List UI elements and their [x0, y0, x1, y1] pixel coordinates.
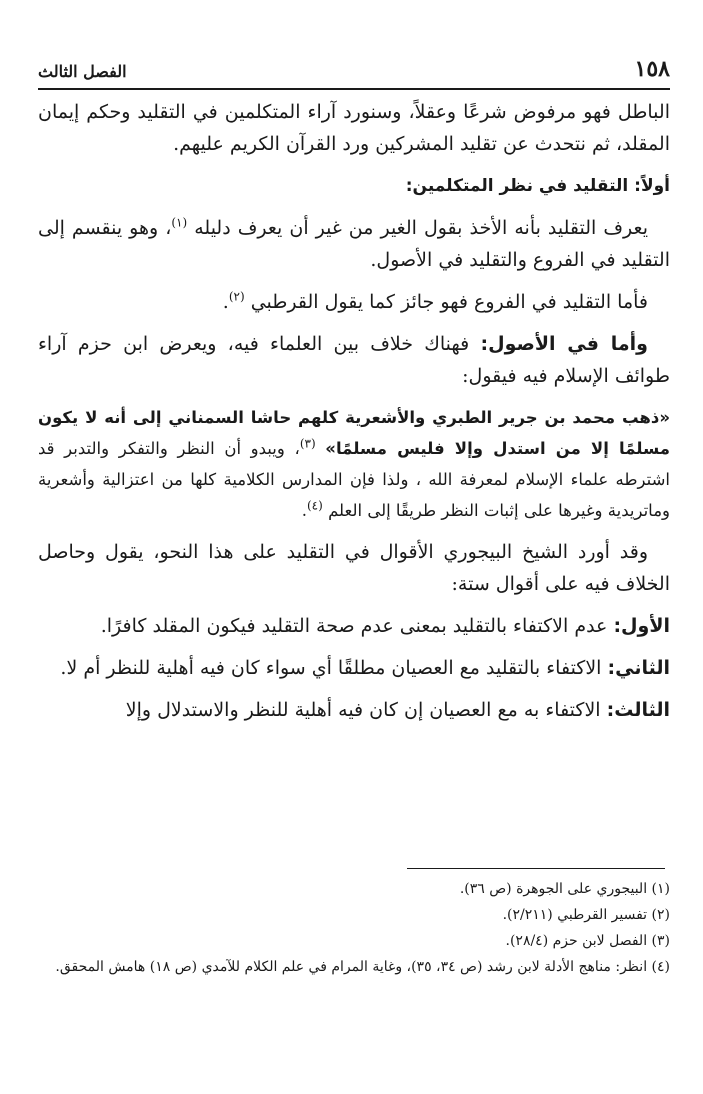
paragraph-text: .	[222, 291, 229, 313]
footnote-ref-4[interactable]: (٤)	[306, 498, 323, 513]
section-heading: أولاً: التقليد في نظر المتكلمين:	[405, 176, 670, 196]
opinion-label: الأول:	[613, 615, 670, 637]
paragraph-text: يعرف التقليد بأنه الأخذ بقول الغير من غير أن يعرف دليله	[194, 217, 648, 239]
paragraph-branches	[38, 286, 670, 318]
page-header	[38, 52, 670, 90]
paragraph-text: .	[301, 501, 307, 520]
footnotes	[38, 876, 670, 980]
paragraph-text: ، وهو ينقسم إلى التقليد في الفروع والتقليد في الأصول.	[38, 217, 670, 271]
paragraph-principles	[38, 328, 670, 392]
quote-text: «ذهب محمد بن جرير الطبري والأشعرية كلهم حاشا السمناني إلى أنه لا يكون مسلمًا إلا من استدل وإلا فليس مسلمًا»	[38, 408, 671, 458]
opinion-text: عدم الاكتفاء بالتقليد بمعنى عدم صحة التقليد فيكون المقلد كافرًا.	[100, 615, 614, 637]
footnote-ref-2[interactable]: (٢)	[228, 289, 245, 304]
paragraph-intro: الباطل فهو مرفوض شرعًا وعقلاً، وسنورد آراء المتكلمين في التقليد وحكم إيمان المقلد، ثم نتحدث عن تقليد المشركين ورد القرآن الكريم عليهم.	[38, 101, 670, 155]
footnote-divider	[407, 868, 665, 869]
paragraph-text: فأما التقليد في الفروع فهو جائز كما يقول القرطبي	[250, 291, 648, 313]
footnote-ref-3[interactable]: (٣)	[299, 436, 316, 451]
page-number: ١٥٨	[634, 56, 670, 82]
opinion-label: الثاني:	[607, 657, 670, 679]
footnote-2: (٢) تفسير القرطبي (٢/٢١١).	[502, 907, 670, 923]
opinion-text: الاكتفاء به مع العصيان إن كان فيه أهلية للنظر والاستدلال وإلا	[125, 699, 607, 721]
paragraph-text: ، ويبدو أن النظر والتفكر والتدبر قد اشترطه علماء الإسلام لمعرفة الله ، ولذا فإن المدارس الكلامية كلها من اعتزالية وأشعرية وماتريدية وغيرها على إثبات النظر طريقًا إلى العلم	[38, 439, 670, 520]
paragraph-bayjuri: وقد أورد الشيخ البيجوري الأقوال في التقليد على هذا النحو، يقول وحاصل الخلاف فيه على أقوال ستة:	[38, 541, 670, 595]
opinion-label: الثالث:	[606, 699, 670, 721]
chapter-title: الفصل الثالث	[38, 62, 127, 81]
header-divider	[38, 88, 670, 90]
paragraph-opinion-2	[38, 652, 670, 684]
footnote-1: (١) البيجوري على الجوهرة (ص ٣٦).	[459, 881, 670, 897]
footnote-4: (٤) انظر: مناهج الأدلة لابن رشد (ص ٣٤، ٣٥)، وغاية المرام في علم الكلام للآمدي (ص ١٨) هامش المحقق.	[55, 959, 670, 975]
paragraph-opinion-1	[38, 610, 670, 642]
paragraph-text: فهناك خلاف بين العلماء فيه، ويعرض ابن حزم آراء طوائف الإسلام فيه فيقول:	[38, 333, 670, 387]
opinion-text: الاكتفاء بالتقليد مع العصيان مطلقًا أي سواء كان فيه أهلية للنظر أم لا.	[60, 657, 608, 679]
footnote-3: (٣) الفصل لابن حزم (٢٨/٤).	[505, 933, 670, 949]
paragraph-quote	[38, 402, 670, 526]
paragraph-label: وأما في الأصول:	[480, 333, 648, 355]
paragraph-definition	[38, 212, 670, 276]
footnote-ref-1[interactable]: (١)	[171, 215, 188, 230]
body-text	[38, 96, 670, 736]
paragraph-opinion-3	[38, 694, 670, 726]
